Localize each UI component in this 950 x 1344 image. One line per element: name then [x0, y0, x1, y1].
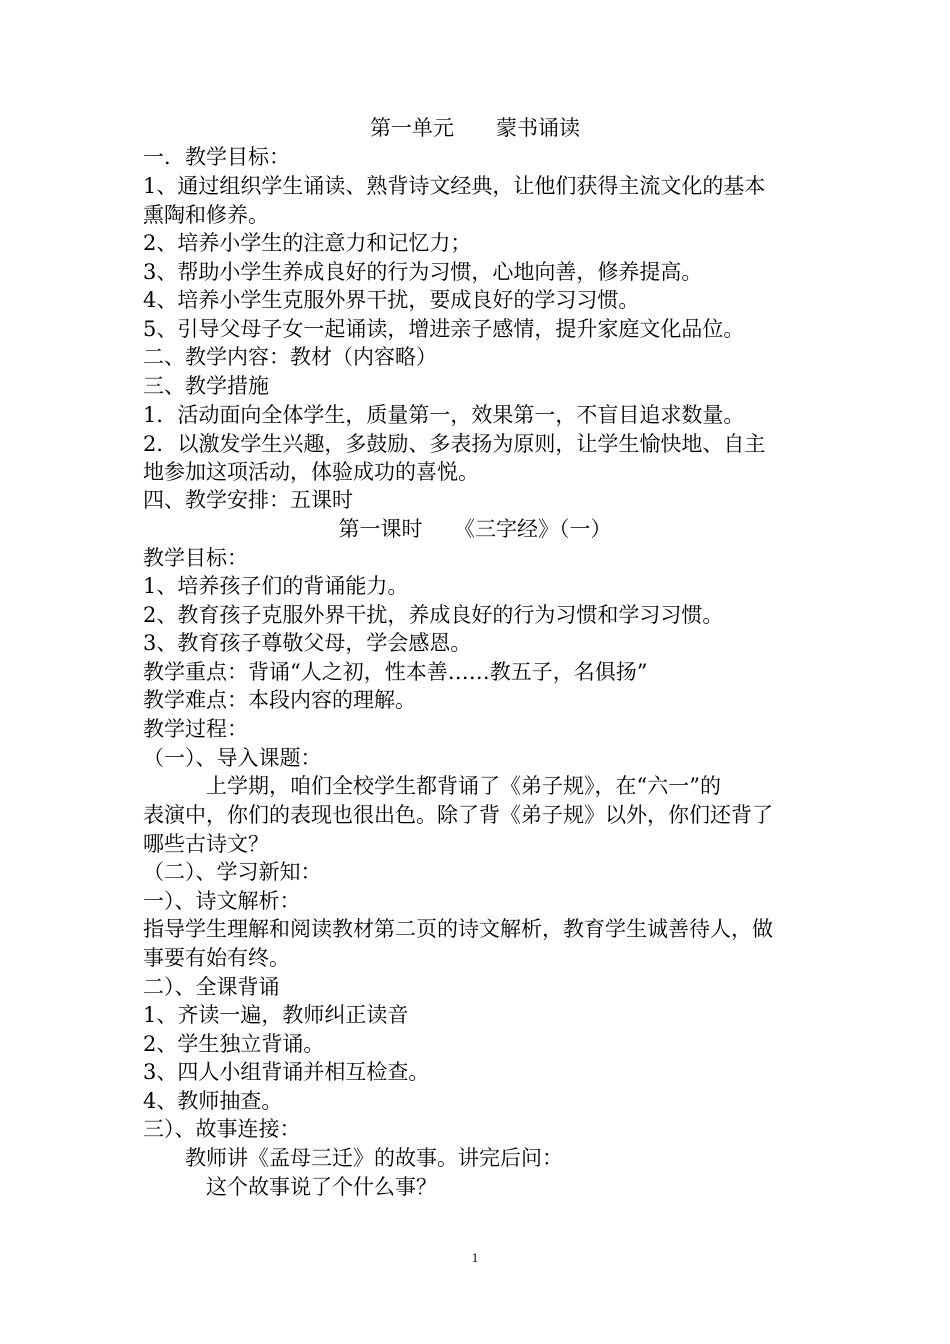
text-line: 3、教育孩子尊敬父母，学会感恩。	[143, 631, 472, 655]
text-line: 5、引导父母子女一起诵读，增进亲子感情，提升家庭文化品位。	[143, 317, 745, 341]
text-line: 1．活动面向全体学生，质量第一，效果第一，不盲目追求数量。	[143, 403, 745, 427]
text-line: 教师讲《孟母三迁》的故事。讲完后问：	[143, 1146, 563, 1170]
text-line: 二）、全课背诵	[143, 975, 280, 999]
text-line: 3、帮助小学生养成良好的行为习惯，心地向善，修养提高。	[143, 260, 703, 284]
text-line: 一）、诗文解析：	[143, 889, 301, 913]
text-line: 4、培养小学生克服外界干扰，要成良好的学习习惯。	[143, 288, 640, 312]
text-line: 教学重点：背诵“人之初，性本善……教五子，名俱扬”	[143, 660, 648, 684]
text-line: 2．以激发学生兴趣，多鼓励、多表扬为原则，让学生愉快地、自主	[143, 432, 766, 456]
text-line: 2、教育孩子克服外界干扰，养成良好的行为习惯和学习习惯。	[143, 603, 724, 627]
text-line: 教学难点：本段内容的理解。	[143, 688, 416, 712]
text-line: 三、教学措施	[143, 374, 269, 398]
text-line: 1、培养孩子们的背诵能力。	[143, 574, 409, 598]
text-line: 2、培养小学生的注意力和记忆力；	[143, 231, 472, 255]
text-line: 3、四人小组背诵并相互检查。	[143, 1060, 430, 1084]
text-line: 四、教学安排：五课时	[143, 488, 353, 512]
text-line: 哪些古诗文？	[143, 832, 269, 856]
unit-title: 第一单元 蒙书诵读	[370, 116, 580, 140]
text-line: 上学期，咱们全校学生都背诵了《弟子规》，在“六一”的	[143, 774, 721, 798]
text-line: （二）、学习新知：	[143, 860, 322, 884]
text-line: 1、齐读一遍，教师纠正读音	[143, 1003, 409, 1027]
text-line: 教学过程：	[143, 717, 248, 741]
text-line: 熏陶和修养。	[143, 203, 269, 227]
text-line: 事要有始有终。	[143, 946, 290, 970]
text-line: 二、教学内容：教材（内容略）	[143, 345, 437, 369]
page-number: 1	[471, 1250, 479, 1265]
text-line: 2、学生独立背诵。	[143, 1032, 325, 1056]
text-line: 一．教学目标：	[143, 145, 290, 169]
text-line: 教学目标：	[143, 546, 248, 570]
lesson-title: 第一课时 《三字经》（一）	[338, 517, 612, 541]
text-line: 指导学生理解和阅读教材第二页的诗文解析，教育学生诚善待人，做	[143, 917, 773, 941]
text-line: 三）、故事连接：	[143, 1117, 301, 1141]
text-line: （一）、导入课题：	[143, 746, 322, 770]
text-line: 表演中，你们的表现也很出色。除了背《弟子规》以外，你们还背了	[143, 803, 773, 827]
text-line: 这个故事说了个什么事？	[143, 1175, 437, 1199]
text-line: 地参加这项活动，体验成功的喜悦。	[143, 460, 479, 484]
text-line: 4、教师抽查。	[143, 1089, 283, 1113]
text-line: 1、通过组织学生诵读、熟背诗文经典，让他们获得主流文化的基本	[143, 174, 766, 198]
